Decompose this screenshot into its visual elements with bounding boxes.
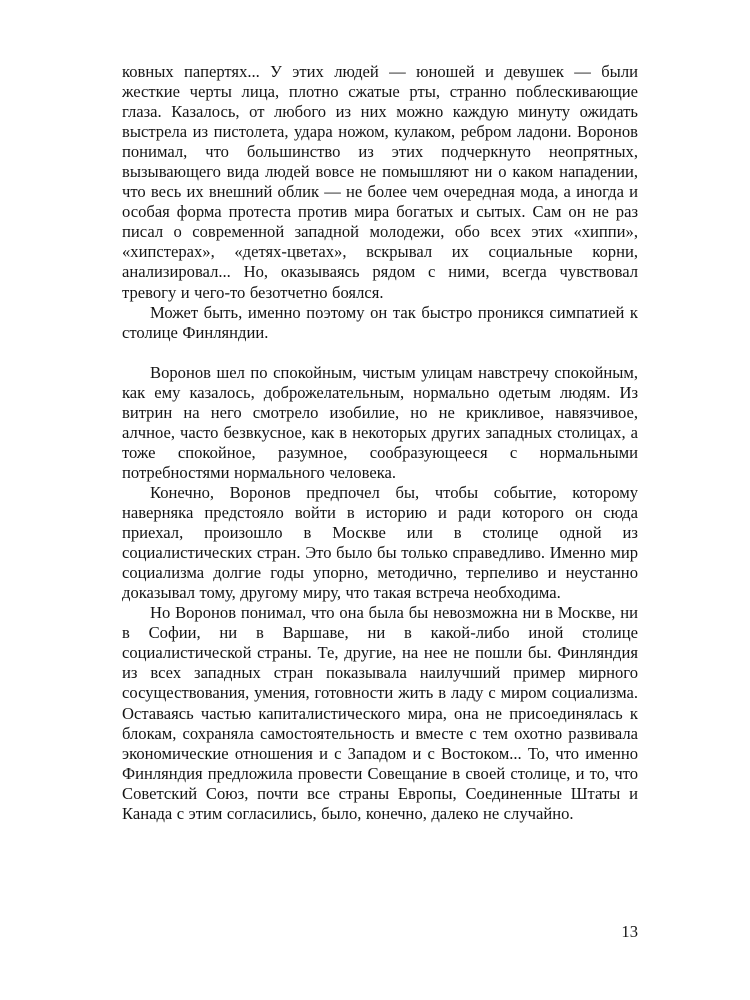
paragraph-3: Воронов шел по спокойным, чистым улицам навстречу спокойным, как ему казалось, доброжелательным, нормально одетым людям. Из витрин на него смотрело изобилие, но не крикливое, навязчивое, алчное, часто безвкусное, как в некоторых других западных столицах, а тоже спокойное, разумное, сообразующееся с нормальными потребностями нормального человека.	[122, 362, 638, 482]
page-text-block	[122, 62, 638, 824]
paragraph-2: Может быть, именно поэтому он так быстро проникся симпатией к столице Финляндии.	[122, 302, 638, 342]
paragraph-4: Конечно, Воронов предпочел бы, чтобы событие, которому наверняка предстояло войти в историю и ради которого он сюда приехал, произошло в Москве или в столице одной из социалистических стран. Это было бы только справедливо. Именно мир социализма долгие годы упорно, методично, терпеливо и неустанно доказывал тому, другому миру, что такая встреча необходима.	[122, 482, 638, 603]
paragraph-1: ковных папертях... У этих людей — юношей и девушек — были жесткие черты лица, плотно сжатые рты, странно поблескивающие глаза. Казалось, от любого из них можно каждую минуту ожидать выстрела из пистолета, удара ножом, кулаком, ребром ладони. Воронов понимал, что большинство из этих подчеркнуто неопрятных, вызывающего вида людей вовсе не помышляют ни о каком нападении, что весь их внешний облик — не более чем очередная мода, а иногда и особая форма протеста против мира богатых и сытых. Сам он не раз писал о современной западной молодежи, обо всех этих «хиппи», «хипстерах», «детях-цветах», вскрывал их социальные корни, анализировал... Но, оказываясь рядом с ними, всегда чувствовал тревогу и чего-то безотчетно боялся.	[122, 62, 638, 302]
page-number: 13	[621, 922, 638, 941]
paragraph-5: Но Воронов понимал, что она была бы невозможна ни в Москве, ни в Софии, ни в Варшаве, ни в какой-либо иной столице социалистической страны. Те, другие, на нее не пошли бы. Финляндия из всех западных стран показывала наилучший пример мирного сосуществования, умения, готовности жить в ладу с миром социализма. Оставаясь частью капиталистического мира, она не присоединялась к блокам, сохраняла самостоятельность и вместе с тем охотно развивала экономические отношения и с Западом и с Востоком... То, что именно Финляндия предложила провести Совещание в своей столице, и то, что Советский Союз, почти все страны Европы, Соединенные Штаты и Канада с этим согласились, было, конечно, далеко не случайно.	[122, 603, 638, 823]
scene-break-spacer	[122, 343, 638, 363]
